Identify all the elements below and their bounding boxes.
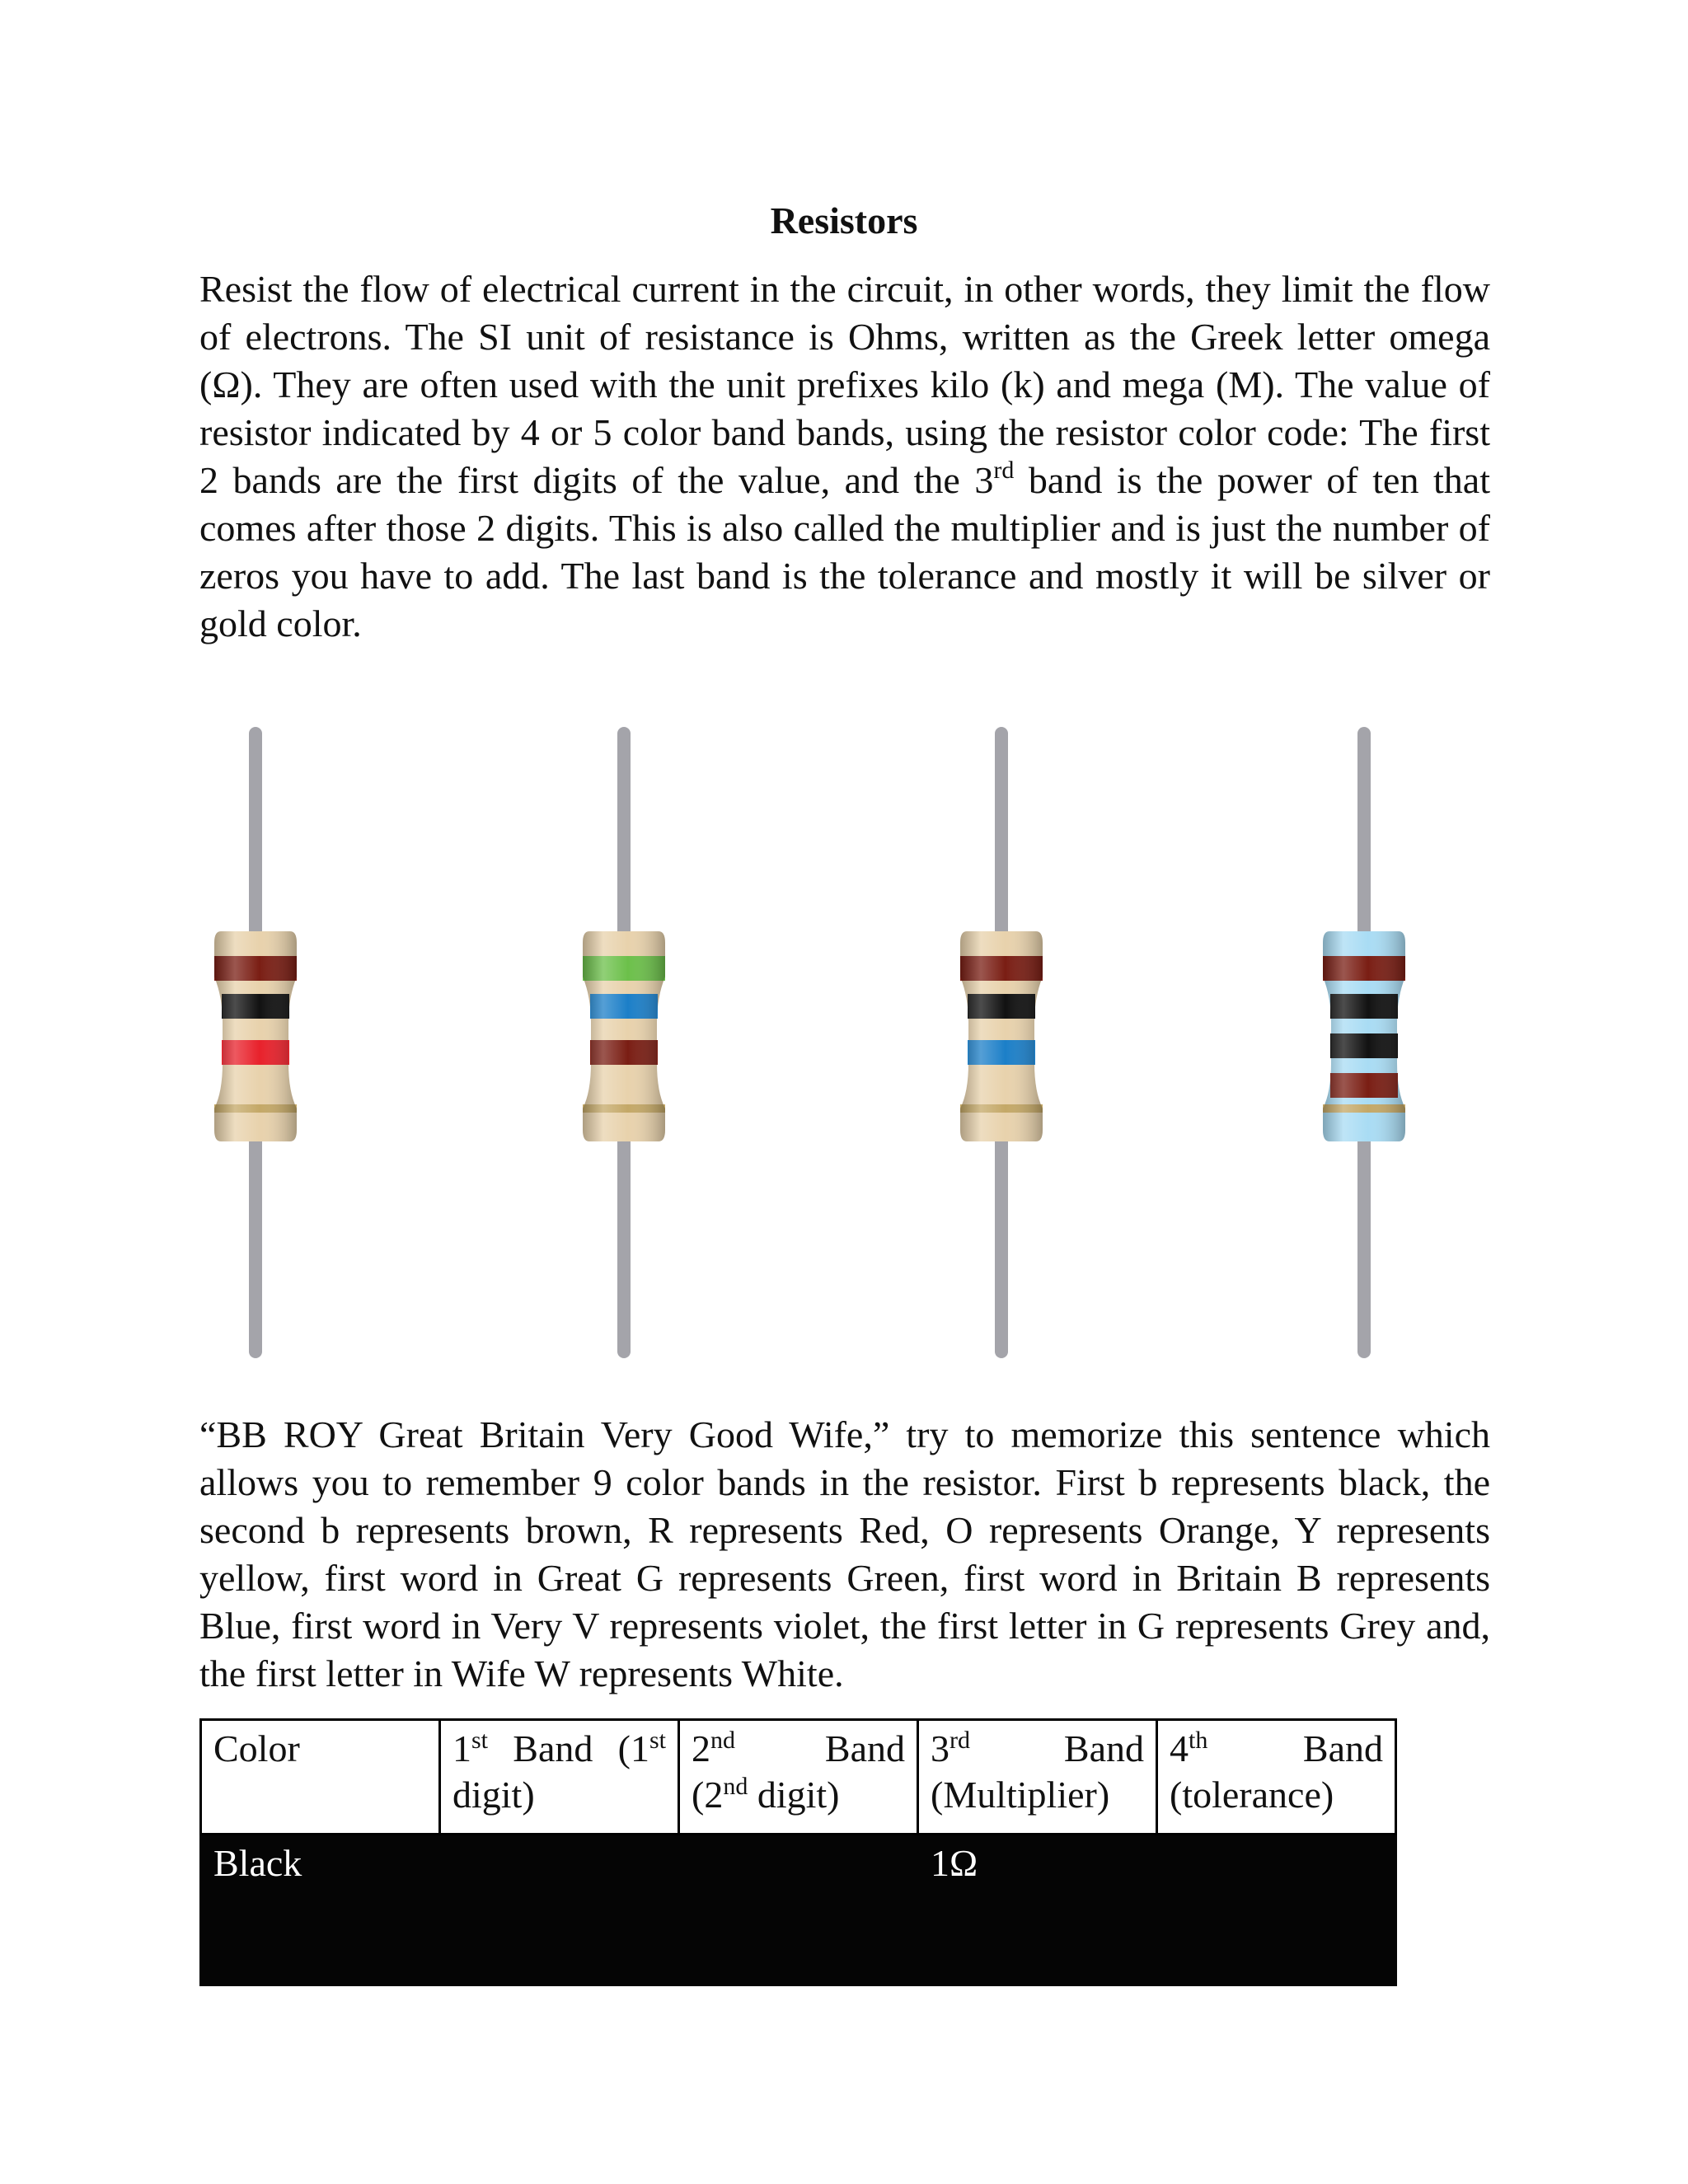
header-band-1-paren-text: (1 — [617, 1727, 649, 1769]
resistor-3 — [960, 733, 1043, 1352]
header-band-3 — [918, 1720, 1157, 1835]
table-header-row — [201, 1720, 1396, 1835]
header-band-1-sup: st — [471, 1727, 489, 1754]
intro-text-1: Resist the flow of electrical current in the circuit, in other words, they limit the flow of electrons. The SI unit of resistance is Ohms, written as the Greek letter omega (Ω). They are often used with the unit prefixes kilo (k) and mega (M). The value of resistor indicated by 4 or 5 color band bands, using the resistor color code: The first 2 bands are the first digits of the value, and the 3 — [199, 268, 1490, 501]
resistor-4 — [1323, 733, 1405, 1352]
cell-multiplier: 1Ω — [918, 1835, 1157, 1985]
header-band-2-sup: nd — [710, 1727, 735, 1754]
header-band-2-line2-wrap — [692, 1772, 905, 1818]
resistors-illustration — [198, 717, 1467, 1368]
cell-color: Black — [201, 1835, 440, 1985]
resistor-shading — [583, 931, 665, 1141]
header-band-4 — [1157, 1720, 1396, 1835]
header-band-2 — [679, 1720, 918, 1835]
cell-second-digit — [679, 1835, 918, 1985]
header-band-1-line2: digit) — [452, 1774, 535, 1816]
intro-paragraph — [199, 265, 1490, 648]
resistors-image — [198, 717, 1467, 1368]
header-color-label: Color — [213, 1727, 300, 1769]
header-band-3-line2: (Multiplier) — [931, 1774, 1110, 1816]
header-band-2-num: 2 — [692, 1727, 710, 1769]
header-band-4-sup: th — [1189, 1727, 1208, 1754]
cell-tolerance — [1157, 1835, 1396, 1985]
mnemonic-paragraph: “BB ROY Great Britain Very Good Wife,” try to memorize this sentence which allows you to remember 9 color bands in the resistor. First b represents black, the second b represents brown, R represents Red, O represents Orange, Y represents yellow, first word in Great G represents Green, first word in Britain B represents Blue, first word in Very V represents violet, the first letter in G represents Grey and, the first letter in Wife W represents White. — [199, 1413, 1490, 1694]
table-row — [201, 1835, 1396, 1985]
color-code-table — [199, 1718, 1397, 1986]
header-band-3-sup: rd — [950, 1727, 970, 1754]
header-band-4-word: Band — [1302, 1727, 1383, 1769]
intro-superscript: rd — [993, 457, 1015, 484]
header-color — [201, 1720, 440, 1835]
header-band-1-num: 1 — [452, 1727, 471, 1769]
resistor-shading — [1323, 931, 1405, 1141]
resistor-1 — [214, 733, 297, 1352]
resistor-shading — [960, 931, 1043, 1141]
page-title: Resistors — [770, 199, 918, 241]
header-band-3-number — [931, 1726, 970, 1772]
header-band-2-word: Band — [824, 1727, 905, 1769]
header-band-1-paren-sup: st — [649, 1727, 666, 1754]
header-band-3-num: 3 — [931, 1727, 950, 1769]
resistor-shading — [214, 931, 297, 1141]
header-band-2-paren: (2 — [692, 1774, 724, 1816]
header-band-1-paren — [618, 1726, 666, 1772]
intro-text-2: band is the power of ten that comes after those 2 digits. This is also called the multiplier and is just the number of zeros you have to add. The last band is the tolerance and mostly it will be silver or gold color. — [199, 459, 1490, 644]
header-band-2-number — [692, 1726, 735, 1772]
header-band-4-number — [1170, 1726, 1207, 1772]
header-band-1 — [440, 1720, 679, 1835]
cell-first-digit — [440, 1835, 679, 1985]
header-band-2-paren-sup: nd — [723, 1773, 748, 1800]
header-band-3-word: Band — [1063, 1727, 1144, 1769]
header-band-2-line2: digit) — [748, 1774, 840, 1816]
header-band-4-num: 4 — [1170, 1727, 1189, 1769]
header-band-1-number — [452, 1726, 488, 1772]
resistor-2 — [583, 733, 665, 1352]
header-band-4-line2: (tolerance) — [1170, 1774, 1334, 1816]
header-band-1-word: Band — [513, 1727, 593, 1769]
